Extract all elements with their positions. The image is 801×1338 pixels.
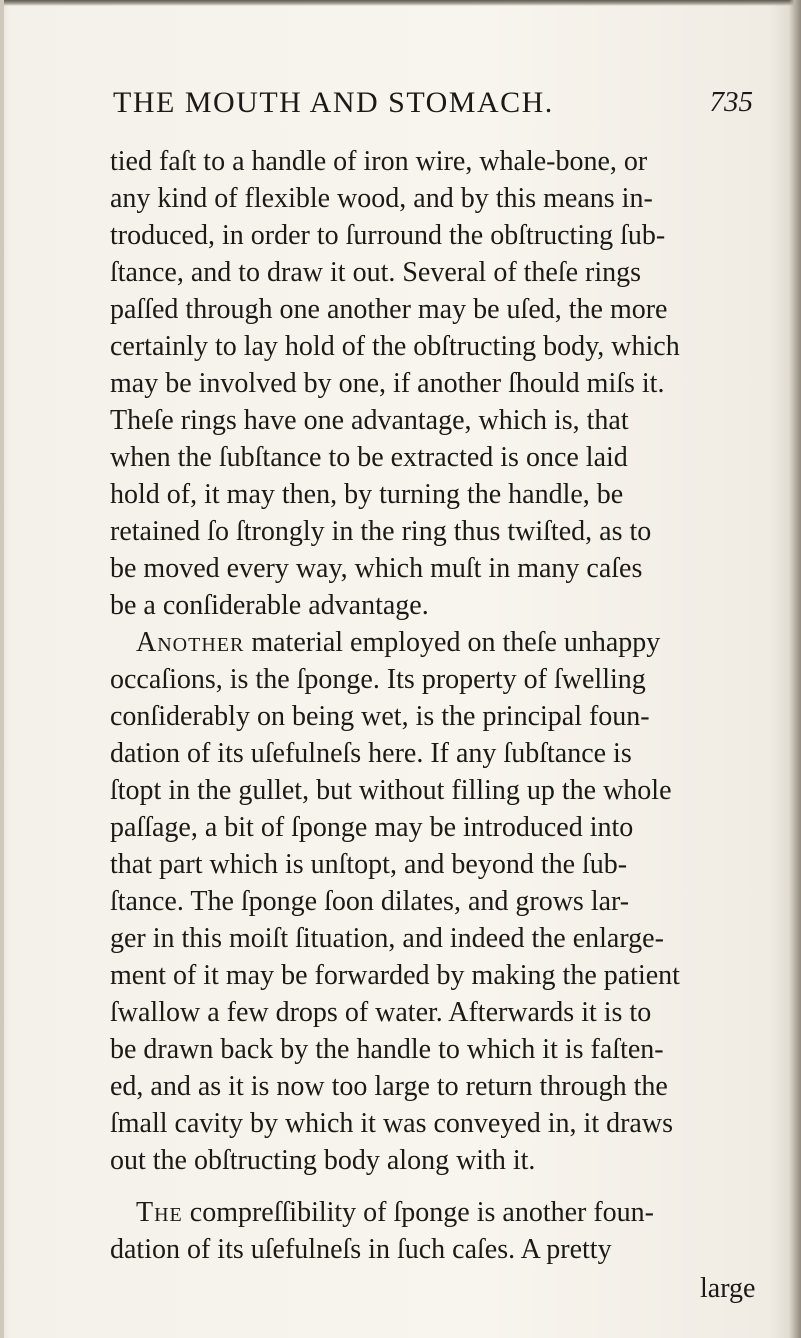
text-line-23: ment of it may be forwarded by making the patient [110, 960, 680, 991]
text-line-7: may be involved by one, if another ſhould miſs it. [110, 368, 665, 399]
top-page-edge [0, 0, 801, 6]
catchword: large [700, 1273, 756, 1304]
text-line-22: ger in this moiſt ſituation, and indeed the enlarge- [110, 923, 664, 954]
text-line-16: conſiderably on being wet, is the principal foun- [110, 701, 650, 732]
text-line-8: Theſe rings have one advantage, which is, that [110, 405, 629, 436]
text-line-17: dation of its uſefulneſs here. If any ſubſtance is [110, 738, 632, 769]
text-line-13: be a conſiderable advantage. [110, 590, 429, 621]
text-line-29 [136, 1196, 758, 1230]
text-line-15: occaſions, is the ſponge. Its property of ſwelling [110, 664, 646, 695]
text-line-24: ſwallow a few drops of water. Afterwards it is to [110, 997, 652, 1028]
lead-word-another: Another [136, 627, 245, 658]
text-line-14-rest: material employed on theſe unhappy [251, 627, 661, 658]
text-line-10: hold of, it may then, by turning the handle, be [110, 479, 624, 510]
text-line-5: paſſed through one another may be uſed, the more [110, 294, 668, 325]
text-line-29-rest: compreſſibility of ſponge is another foun- [189, 1197, 654, 1228]
text-line-6: certainly to lay hold of the obſtructing body, which [110, 331, 680, 362]
text-line-28: out the obſtructing body along with it. [110, 1145, 536, 1176]
text-line-3: troduced, in order to ſurround the obſtructing ſub- [110, 220, 666, 251]
right-page-edge [789, 0, 801, 1338]
text-line-2: any kind of flexible wood, and by this means in- [110, 183, 653, 214]
left-page-edge [0, 0, 4, 1338]
text-line-12: be moved every way, which muſt in many caſes [110, 553, 643, 584]
text-line-4: ſtance, and to draw it out. Several of theſe rings [110, 257, 642, 288]
text-line-26: ed, and as it is now too large to return through the [110, 1071, 668, 1102]
page-number: 735 [709, 86, 753, 118]
text-line-27: ſmall cavity by which it was conveyed in, it draws [110, 1108, 673, 1139]
text-line-18: ſtopt in the gullet, but without filling up the whole [110, 775, 672, 806]
text-line-25: be drawn back by the handle to which it is faſten- [110, 1034, 664, 1065]
running-head [113, 86, 753, 130]
text-line-9: when the ſubſtance to be extracted is once laid [110, 442, 628, 473]
text-line-1: tied faſt to a handle of iron wire, whale-bone, or [110, 146, 648, 177]
running-head-title: THE MOUTH AND STOMACH. [113, 86, 554, 119]
text-line-20: that part which is unſtopt, and beyond the ſub- [110, 849, 628, 880]
text-line-30: dation of its uſefulneſs in ſuch caſes. A pretty [110, 1234, 612, 1265]
text-line-21: ſtance. The ſponge ſoon dilates, and grows lar- [110, 886, 630, 917]
text-line-14 [136, 626, 758, 660]
text-line-11: retained ſo ſtrongly in the ring thus twiſted, as to [110, 516, 652, 547]
text-line-19: paſſage, a bit of ſponge may be introduced into [110, 812, 634, 843]
lead-word-the: The [136, 1197, 183, 1228]
